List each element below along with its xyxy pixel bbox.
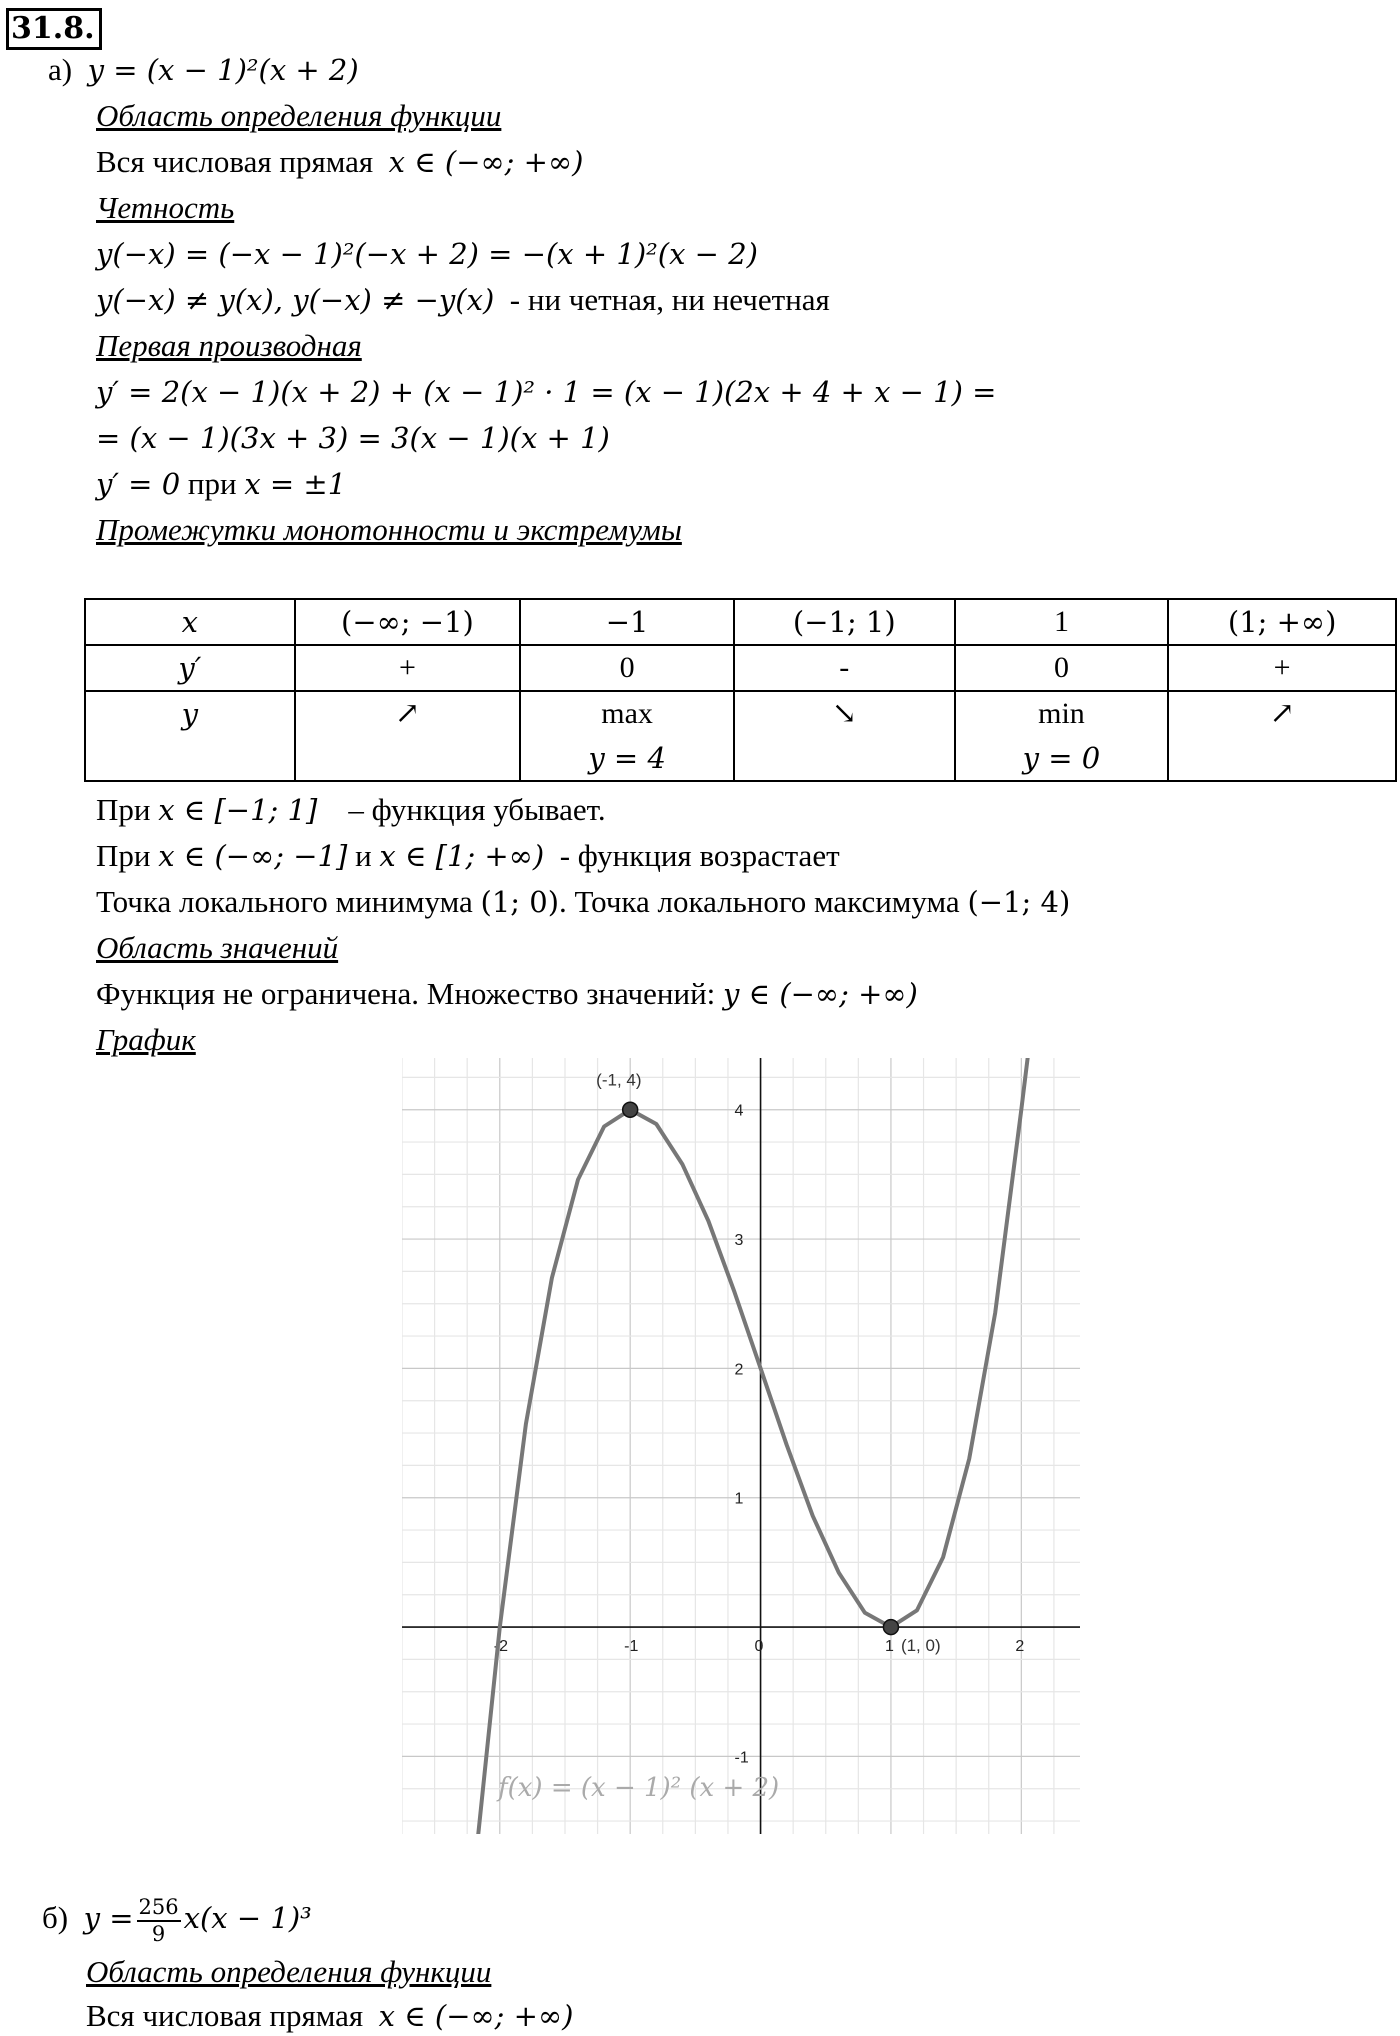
monotonicity-heading: Промежутки монотонности и экстремумы [96, 512, 682, 547]
table-cell [1168, 691, 1396, 781]
x-tick-label: 1 [884, 1638, 894, 1656]
graph-heading: График [96, 1022, 196, 1057]
derivative-zero-eq: y′ = 0 [96, 467, 181, 501]
part-b-domain-text: Вся числовая прямая [86, 1998, 364, 2033]
table-row-x [85, 599, 1396, 645]
table-cell: + [1168, 645, 1396, 691]
part-b-domain-line [86, 1996, 573, 2036]
range-text: Функция не ограничена. Множество значений: [96, 976, 716, 1011]
derivative-heading: Первая производная [96, 328, 362, 363]
parity-line-2-text: - ни четная, ни нечетная [509, 282, 830, 317]
table-cell-text: ↗ [1269, 697, 1295, 730]
fraction [137, 1895, 181, 1947]
derivative-zero-word: при [187, 466, 237, 501]
y-tick-label: 4 [734, 1102, 744, 1120]
domain-text: Вся числовая прямая [96, 144, 374, 179]
y-tick-label: 2 [734, 1361, 744, 1379]
range-math: y ∈ (−∞; +∞) [723, 977, 918, 1011]
derivative-line-2: = (x − 1)(3x + 3) = 3(x − 1)(x + 1) [96, 421, 610, 455]
extremum-point-label: (1, 0) [900, 1636, 941, 1656]
derivative-zero [96, 464, 346, 504]
table-cell [955, 691, 1169, 781]
parity-line-1: y(−x) = (−x − 1)²(−x + 2) = −(x + 1)²(x − 2) [96, 237, 758, 271]
extremum-point [623, 1102, 638, 1117]
part-a-formula: y = (x − 1)²(x + 2) [87, 53, 359, 87]
table-row-derivative [85, 645, 1396, 691]
graph-points [596, 1071, 940, 1655]
table-cell: 0 [520, 645, 734, 691]
parity-heading: Четность [96, 190, 235, 225]
part-a-label: а) [48, 52, 73, 87]
table-cell: (−1; 1) [734, 599, 955, 645]
increasing-interval-1: x ∈ (−∞; −1] [158, 839, 348, 873]
table-cell: (−∞; −1) [295, 599, 521, 645]
table-cell [520, 691, 734, 781]
part-b-header [42, 1890, 312, 1946]
part-a-header [48, 50, 359, 90]
decreasing-interval: x ∈ [−1; 1] [158, 793, 318, 827]
table-cell [295, 691, 521, 781]
table-cell-text: min [1038, 697, 1085, 730]
table-cell-text: max [601, 697, 653, 730]
table-cell-subtext: y = 0 [1022, 741, 1101, 775]
table-cell-text: ↘ [831, 697, 857, 730]
y-tick-label: 1 [734, 1490, 744, 1508]
increasing-interval-2: x ∈ [1; +∞) [379, 839, 545, 873]
problem-number: 31.8. [6, 8, 102, 50]
part-b-formula-rhs: x(x − 1)³ [183, 1901, 312, 1935]
table-cell: x [85, 599, 295, 645]
extrema-line [96, 882, 1070, 922]
part-b-formula-lhs: y = [83, 1901, 134, 1935]
increasing-word: При [96, 838, 151, 873]
monotonicity-table [84, 598, 1397, 782]
function-label: f(x) = (x − 1)² (x + 2) [498, 1773, 780, 1803]
extrema-min-text: Точка локального минимума [96, 884, 473, 919]
extrema-max-text: . Точка локального максимума [559, 884, 960, 919]
table-cell: + [295, 645, 521, 691]
x-tick-label: 0 [754, 1638, 764, 1656]
table-cell-text: ↗ [394, 697, 421, 730]
domain-math: x ∈ (−∞; +∞) [388, 145, 584, 179]
x-tick-label: -2 [493, 1638, 509, 1656]
graph-grid [402, 1058, 1080, 1834]
part-b-domain-heading: Область определения функции [86, 1954, 492, 1989]
table-cell: 0 [955, 645, 1169, 691]
decreasing-word: При [96, 792, 151, 827]
increasing-and: и [355, 838, 372, 873]
extremum-point [883, 1620, 898, 1635]
table-row-function [85, 691, 1396, 781]
table-cell: −1 [520, 599, 734, 645]
y-tick-label: -1 [734, 1749, 749, 1767]
range-line [96, 974, 918, 1014]
fraction-denominator: 9 [151, 1921, 166, 1946]
table-cell: - [734, 645, 955, 691]
derivative-zero-roots: x = ±1 [244, 467, 347, 501]
part-b-domain-math: x ∈ (−∞; +∞) [378, 1999, 574, 2033]
increasing-line [96, 836, 840, 876]
parity-line-2-math: y(−x) ≠ y(x), y(−x) ≠ −y(x) [96, 283, 495, 317]
fraction-numerator: 256 [137, 1895, 181, 1922]
table-cell: 1 [955, 599, 1169, 645]
derivative-line-1: y′ = 2(x − 1)(x + 2) + (x − 1)² · 1 = (x − 1)(2x + 4 + x − 1) = [96, 375, 997, 409]
domain-line [96, 142, 583, 182]
table-cell-text: y [181, 697, 198, 731]
decreasing-line [96, 790, 606, 830]
extremum-point-label: (-1, 4) [596, 1070, 642, 1090]
x-tick-label: 2 [1015, 1638, 1025, 1656]
domain-heading: Область определения функции [96, 98, 502, 133]
extrema-max-point: (−1; 4) [967, 885, 1071, 919]
y-tick-label: 3 [734, 1232, 744, 1250]
decreasing-text: – функция убывает. [348, 792, 606, 827]
x-tick-label: -1 [624, 1638, 639, 1656]
table-cell [734, 691, 955, 781]
part-b-label: б) [42, 1900, 69, 1935]
range-heading: Область значений [96, 930, 339, 965]
increasing-text: - функция возрастает [559, 838, 840, 873]
table-cell-subtext: y = 4 [588, 741, 666, 775]
extrema-min-point: (1; 0) [480, 885, 560, 919]
table-cell: (1; +∞) [1168, 599, 1396, 645]
table-cell [85, 691, 295, 781]
table-cell: y′ [85, 645, 295, 691]
function-graph [402, 1058, 1080, 1834]
parity-line-2 [96, 280, 830, 320]
